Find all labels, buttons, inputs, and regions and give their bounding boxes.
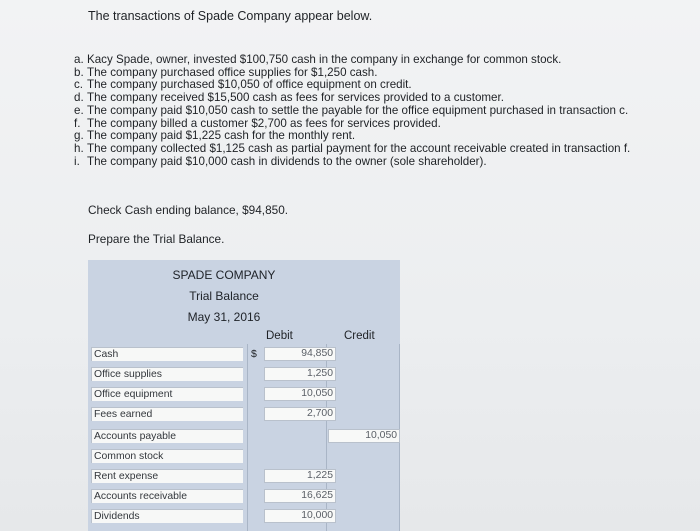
company-name: SPADE COMPANY	[172, 268, 276, 282]
list-item: f. The company billed a customer $2,700 as fees for services provided.	[74, 116, 441, 130]
debit-field[interactable]: 16,625	[264, 489, 336, 503]
debit-header: Debit	[266, 330, 293, 342]
table-row	[88, 448, 400, 465]
table-row	[88, 346, 400, 363]
table-row	[88, 428, 400, 445]
debit-field[interactable]: 1,250	[264, 367, 336, 381]
account-field[interactable]: Common stock	[91, 449, 243, 463]
table-row	[88, 508, 400, 525]
table-row	[88, 366, 400, 383]
debit-field[interactable]: 94,850	[264, 347, 336, 361]
list-item: a. Kacy Spade, owner, invested $100,750 cash in the company in exchange for common stock.	[74, 53, 562, 66]
debit-field[interactable]: 10,050	[264, 387, 336, 401]
account-field[interactable]: Accounts payable	[91, 429, 243, 443]
debit-field[interactable]: 1,225	[264, 469, 336, 483]
account-field[interactable]: Office equipment	[91, 387, 243, 401]
list-item: g. The company paid $1,225 cash for the monthly rent.	[74, 129, 356, 143]
account-field[interactable]: Office supplies	[91, 367, 243, 381]
check-note: Check Cash ending balance, $94,850.	[88, 203, 289, 217]
credit-field[interactable]: 10,050	[328, 429, 400, 443]
table-row	[88, 386, 400, 403]
statement-title: Trial Balance	[189, 289, 259, 303]
list-item: b. The company purchased office supplies for $1,250 cash.	[74, 65, 378, 79]
prepare-instruction: Prepare the Trial Balance.	[88, 232, 225, 246]
currency-symbol: $	[251, 348, 257, 360]
table-row	[88, 488, 400, 505]
account-field[interactable]: Cash	[91, 347, 243, 361]
list-item: i. The company paid $10,000 cash in dividends to the owner (sole shareholder).	[74, 154, 487, 168]
list-item: e. The company paid $10,050 cash to settle the payable for the office equipment purchased in transaction c.	[74, 103, 629, 117]
trial-balance-table	[88, 260, 400, 531]
statement-date: May 31, 2016	[187, 310, 261, 324]
account-field[interactable]: Dividends	[91, 509, 243, 523]
credit-header: Credit	[344, 330, 375, 342]
transaction-list	[74, 54, 630, 168]
table-row	[88, 468, 400, 485]
list-item: h. The company collected $1,125 cash as partial payment for the account receivable created in transaction f.	[74, 141, 631, 155]
problem-heading: The transactions of Spade Company appear below.	[88, 9, 373, 23]
debit-field[interactable]: 10,000	[264, 509, 336, 523]
list-item: c. The company purchased $10,050 of office equipment on credit.	[74, 78, 412, 92]
account-field[interactable]: Rent expense	[91, 469, 243, 483]
account-field[interactable]: Accounts receivable	[91, 489, 243, 503]
list-item: d. The company received $15,500 cash as fees for services provided to a customer.	[74, 91, 504, 105]
account-field[interactable]: Fees earned	[91, 407, 243, 421]
table-row	[88, 406, 400, 423]
debit-field[interactable]: 2,700	[264, 407, 336, 421]
